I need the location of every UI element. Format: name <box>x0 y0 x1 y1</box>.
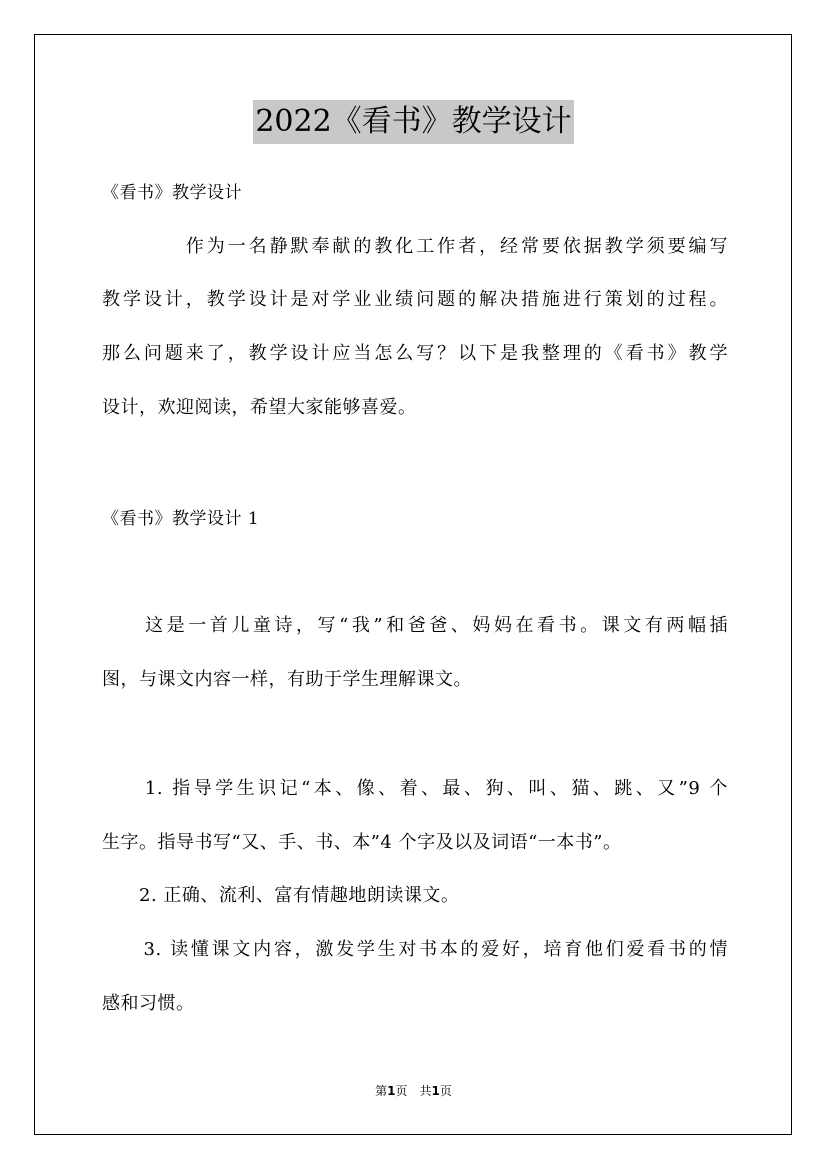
intro-line-2: 教学设计，教学设计是对学业业绩问题的解决措施进行策划的过程。 <box>102 289 728 310</box>
paragraph-line-1: 这是一首儿童诗，写“我”和爸爸、妈妈在看书。课文有两幅插 <box>102 615 728 636</box>
footer-page-number: 1 <box>387 1084 396 1098</box>
footer-prefix: 第 <box>375 1084 388 1098</box>
goal-1-line-2: 生字。指导书写“又、手、书、本”4 个字及以及词语“一本书”。 <box>102 832 622 853</box>
paragraph-line-2: 图，与课文内容一样，有助于学生理解课文。 <box>102 669 472 690</box>
goal-1-line-1: 1. 指导学生识记“本、像、着、最、狗、叫、猫、跳、又”9 个 <box>102 778 728 799</box>
footer-suffix: 页 <box>439 1084 452 1098</box>
document-subtitle: 《看书》教学设计 <box>102 183 242 203</box>
goal-3-line-1: 3. 读懂课文内容，激发学生对书本的爱好，培育他们爱看书的情 <box>102 939 728 960</box>
goal-2-line: 2. 正确、流利、富有情趣地朗读课文。 <box>102 885 460 906</box>
section-heading-1: 《看书》教学设计 1 <box>102 509 260 529</box>
goal-3-line-2: 感和习惯。 <box>102 993 195 1014</box>
footer-total-pages: 1 <box>431 1084 440 1098</box>
document-title: 2022《看书》教学设计 <box>253 100 573 144</box>
page-footer <box>0 1083 827 1099</box>
footer-middle: 页 共 <box>395 1084 432 1098</box>
intro-line-4: 设计，欢迎阅读，希望大家能够喜爱。 <box>102 397 417 418</box>
title-container <box>0 100 827 144</box>
intro-line-3: 那么问题来了，教学设计应当怎么写？以下是我整理的《看书》教学 <box>102 343 728 364</box>
intro-line-1: 作为一名静默奉献的教化工作者，经常要依据教学须要编写 <box>102 236 728 257</box>
